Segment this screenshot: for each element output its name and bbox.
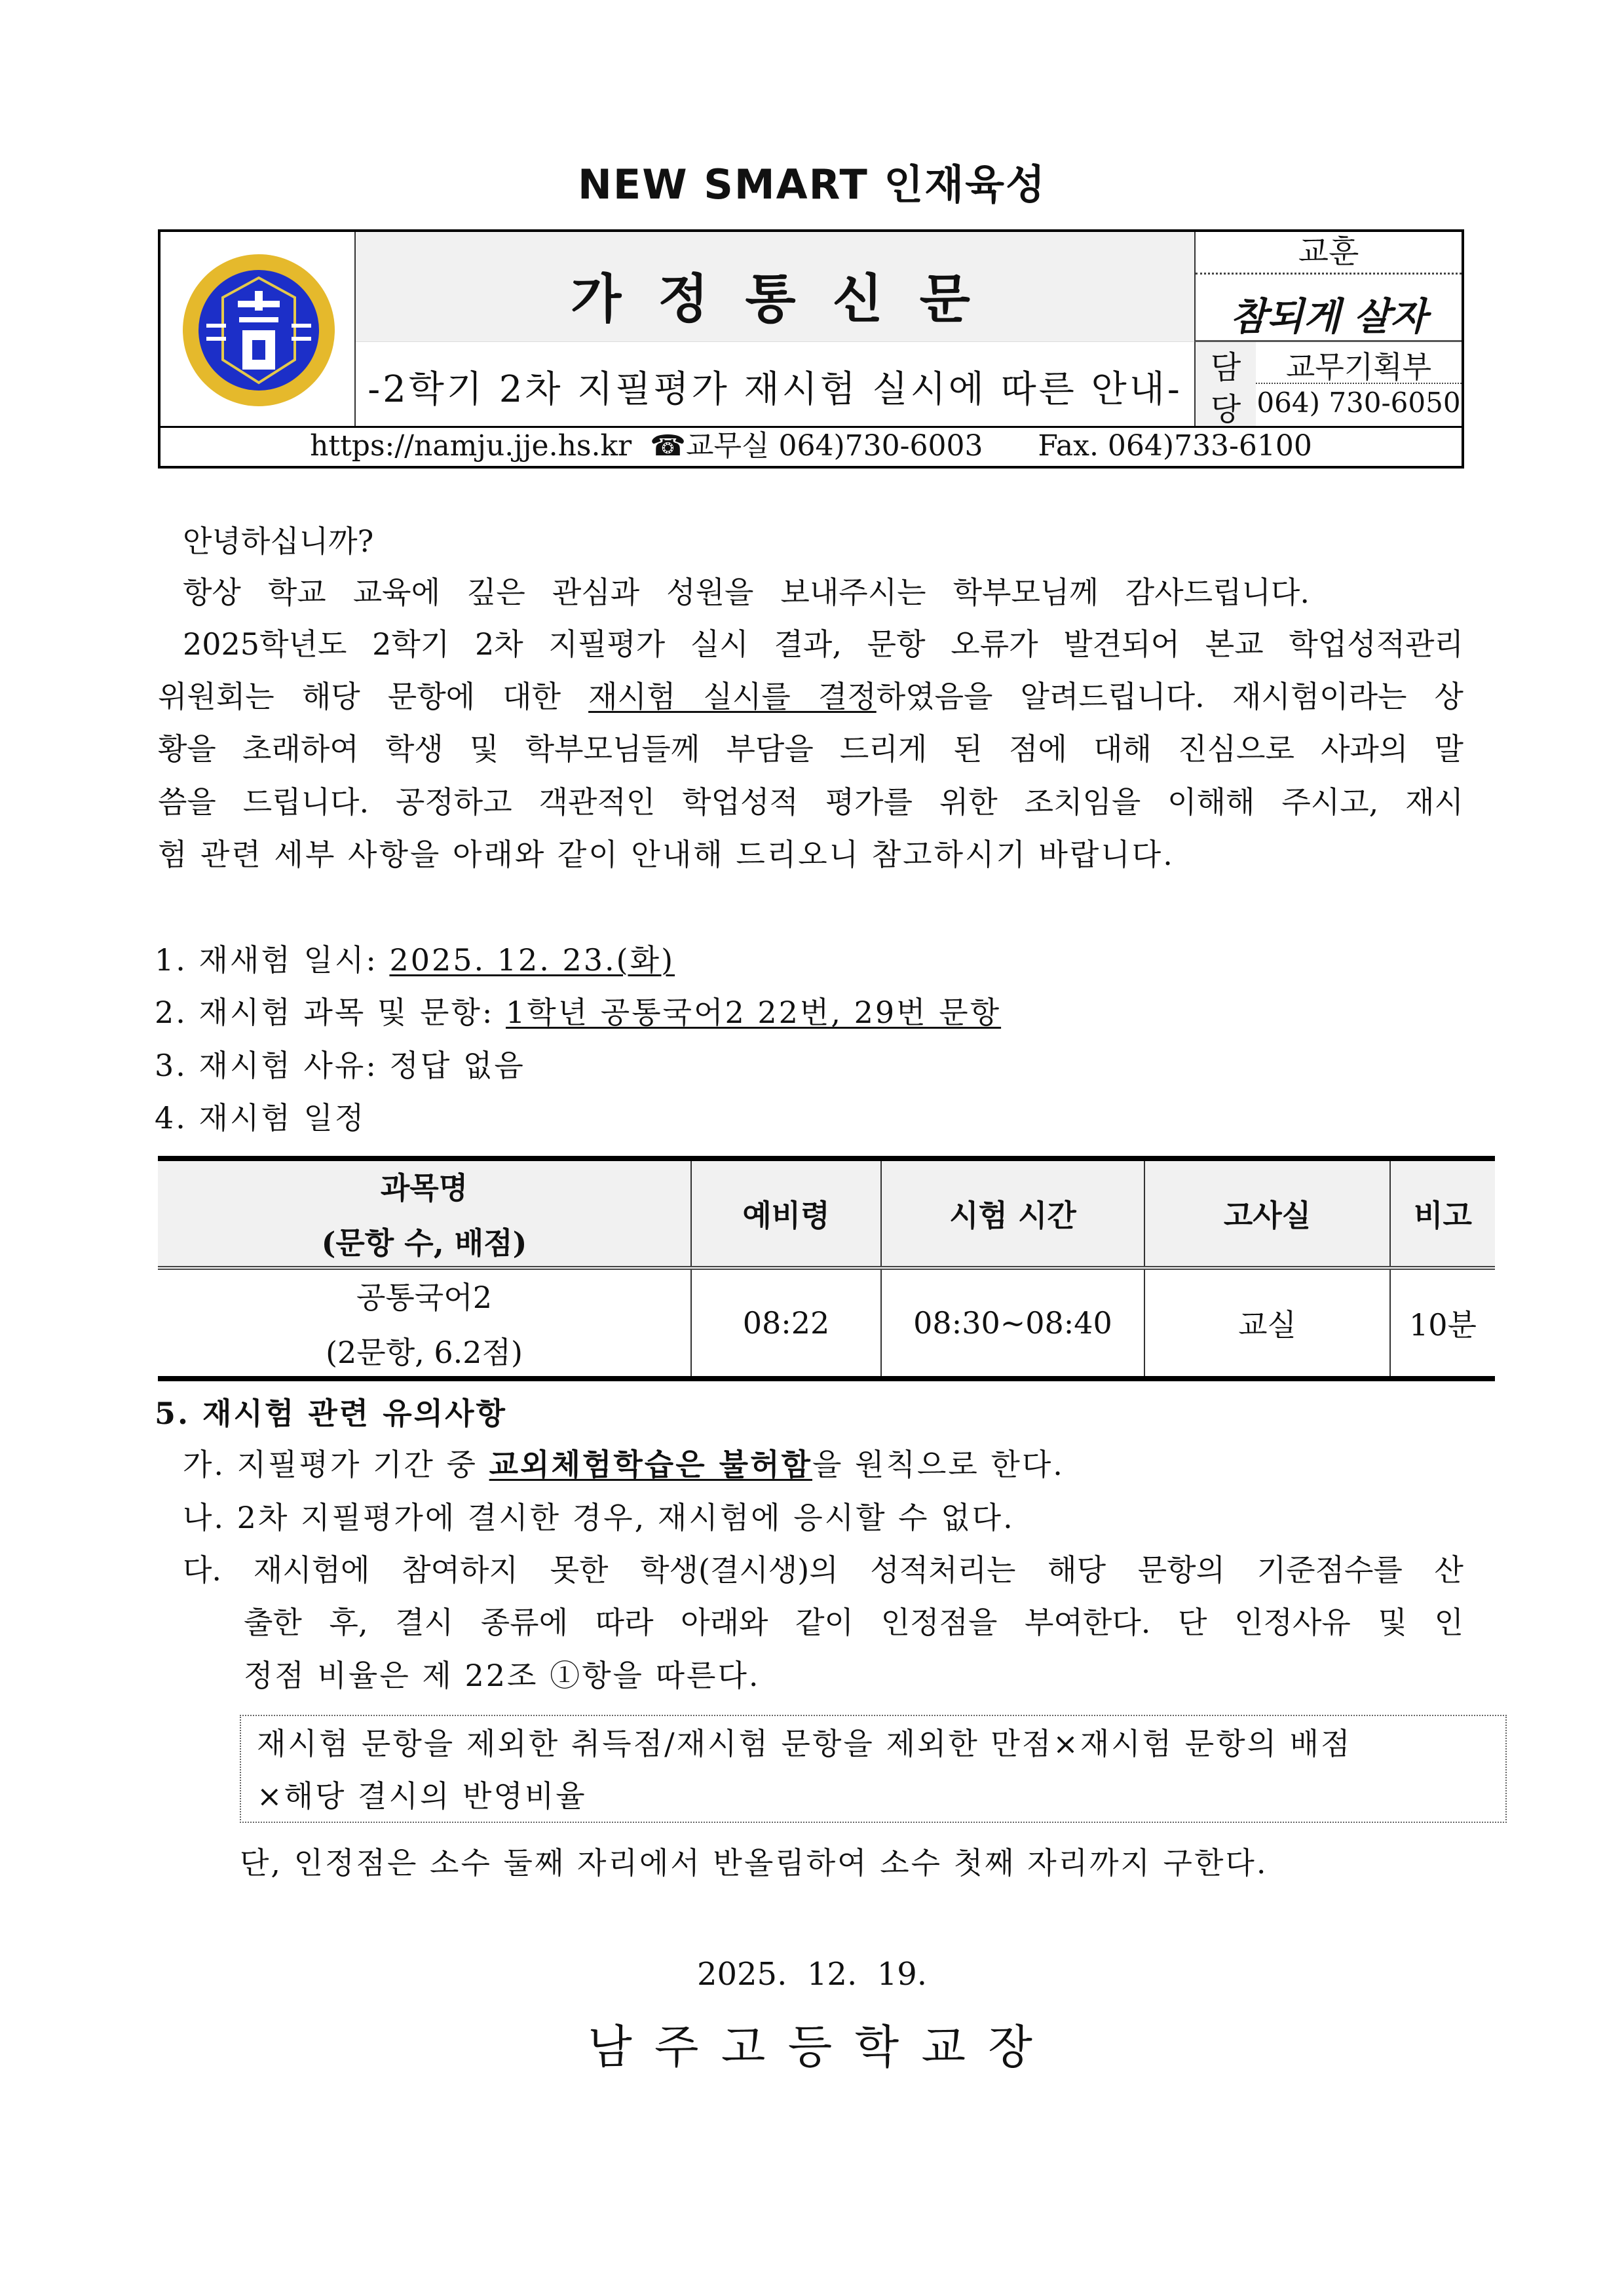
paragraph-2-line-4: 씀을 드립니다. 공정하고 객관적인 학업성적 평가를 위한 조치임을 이해해 주시고, 재시 [158,784,1463,820]
title-cell [356,232,1194,342]
header-subject-detail: (문항 수, 배점) [321,1225,527,1261]
motto-label: 교훈 [1298,233,1359,270]
formula-line-1: 재시험 문항을 제외한 취득점/재시험 문항을 제외한 만점×재시험 문항의 배점 [257,1726,1352,1761]
note-da-line-2: 출한 후, 결시 종류에 따라 아래와 같이 인정점을 부여한다. 단 인정사유 및 인 [244,1605,1463,1640]
subtitle-cell [356,342,1194,426]
greeting: 안녕하십니까? [183,524,374,559]
motto: 참되게 살자 [1230,294,1427,339]
motto-cell [1194,232,1462,342]
paragraph-2-line-1: 2025학년도 2학기 2차 지필평가 실시 결과, 문항 오류가 발견되어 본교 학업성적관리 [183,626,1463,662]
item-4: 4. 재시험 일정 [155,1100,366,1136]
dept-label-char-1: 담 [1210,349,1241,386]
logo-cell [161,232,356,426]
item-2: 2. 재시험 과목 및 문항: 1학년 공통국어2 22번, 29번 문항 [155,995,1002,1030]
cell-note: 10분 [1390,1268,1495,1379]
document-date: 2025. 12. 19. [696,1956,928,1993]
note-da-line-1: 다. 재시험에 참여하지 못한 학생(결시생)의 성적처리는 해당 문항의 기준점수를 산 [183,1552,1463,1588]
fax-number: Fax. 064)733-6100 [1038,429,1312,463]
header-note: 비고 [1390,1158,1495,1268]
office-phone: ☎교무실 064)730-6003 [650,429,983,463]
table-header-row [158,1158,1495,1268]
dept-label-char-2: 당 [1210,391,1241,428]
slogan: NEW SMART 인재육성 [578,161,1046,208]
paragraph-1: 항상 학교 교육에 깊은 관심과 성원을 보내주시는 학부모님께 감사드립니다. [183,575,1310,610]
item-1: 1. 재새험 일시: 2025. 12. 23.(화) [155,942,675,978]
document-title: 가 정 통 신 문 [571,269,979,330]
note-ga: 가. 지필평가 기간 중 교외체험학습은 불허함을 원칙으로 한다. [183,1447,1065,1482]
header-exam-time: 시험 시간 [881,1158,1144,1268]
paragraph-2-line-3: 황을 초래하여 학생 및 학부모님들께 부담을 드리게 된 점에 대해 진심으로 사과의 말 [158,731,1463,767]
paragraph-2-line-5: 험 관련 세부 사항을 아래와 같이 안내해 드리오니 참고하시기 바랍니다. [158,837,1175,872]
cell-prep-bell: 08:22 [691,1268,881,1379]
cell-subject: 공통국어2 [356,1280,492,1315]
table-row [158,1268,1495,1379]
dept-label-cell [1194,342,1256,426]
emphasis-retest-decision: 재시험 실시를 결정 [588,679,877,714]
cell-room: 교실 [1144,1268,1390,1379]
cell-exam-time: 08:30~08:40 [881,1268,1144,1379]
retest-schedule-table [158,1156,1495,1381]
header-box [158,229,1464,469]
note-da-line-3: 정점 비율은 제 22조 ①항을 따른다. [244,1658,761,1693]
contact-row [161,426,1462,466]
dept-cell [1256,342,1462,426]
header-subject: 과목명 [380,1170,468,1206]
cell-subject-detail: (2문항, 6.2점) [326,1335,523,1370]
website-link[interactable]: https://namju.jje.hs.kr [310,429,632,463]
document-subtitle: -2학기 2차 지필평가 재시험 실시에 따른 안내- [368,368,1182,411]
signature-principal: 남 주 고 등 학 교 장 [588,2020,1036,2074]
dept-phone: 064) 730-6050 [1256,387,1461,419]
paragraph-2-line-2: 위원회는 해당 문항에 대한 재시험 실시를 결정하였음을 알려드립니다. 재시험이라는 상 [158,679,1463,714]
header-prep-bell: 예비령 [691,1158,881,1268]
formula-box [240,1715,1507,1823]
rounding-note: 단, 인정점은 소수 둘째 자리에서 반올림하여 소수 첫째 자리까지 구한다. [240,1845,1268,1881]
dept-name: 교무기획부 [1285,349,1432,385]
item-3: 3. 재시험 사유: 정답 없음 [155,1048,525,1083]
school-logo-icon [180,252,337,409]
notes-title: 5. 재시험 관련 유의사항 [155,1396,507,1431]
note-na: 나. 2차 지필평가에 결시한 경우, 재시험에 응시할 수 없다. [183,1500,1015,1535]
header-room: 고사실 [1144,1158,1390,1268]
formula-line-2: ×해당 결시의 반영비율 [257,1778,587,1814]
